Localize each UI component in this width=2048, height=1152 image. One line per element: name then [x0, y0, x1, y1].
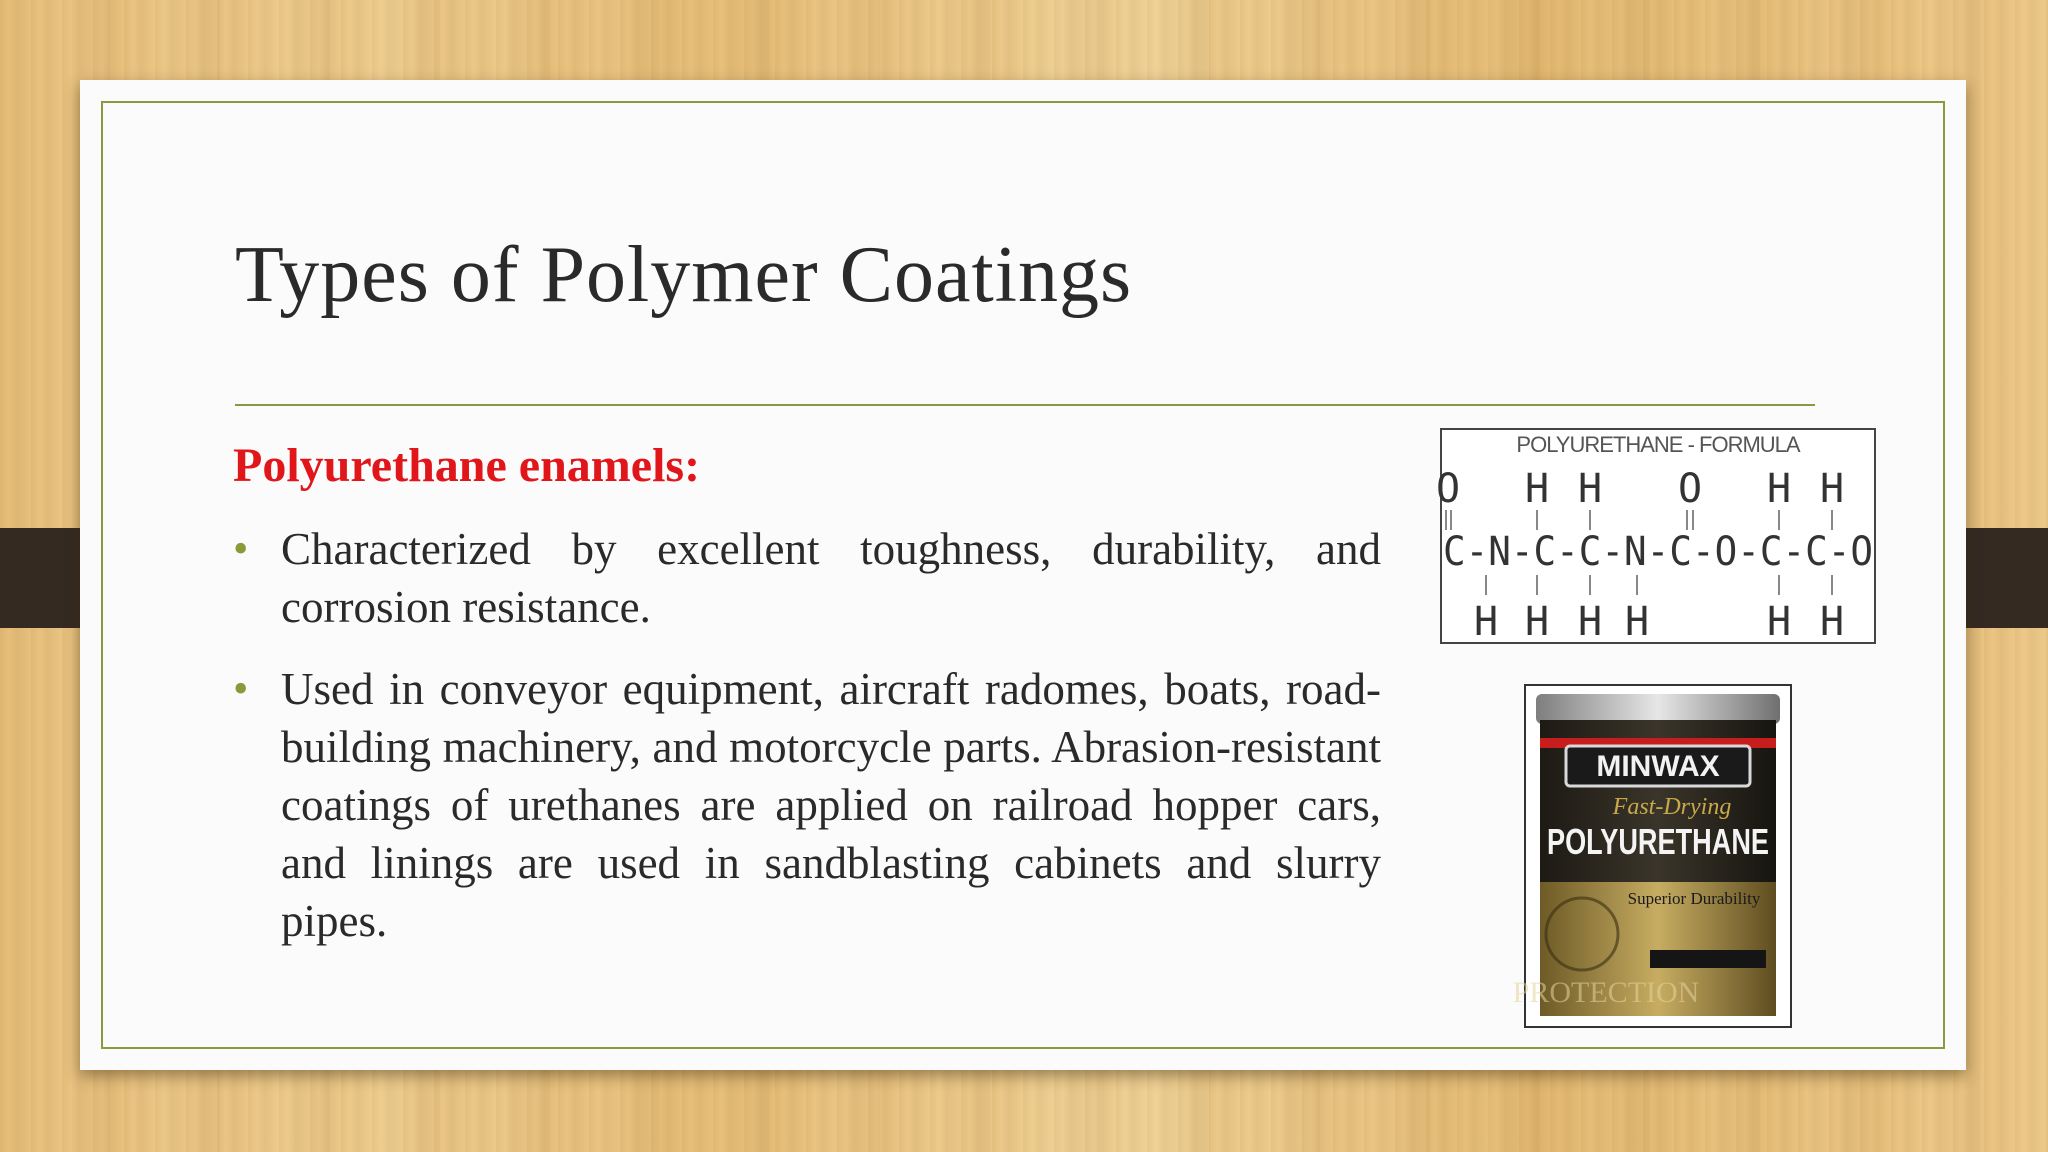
- can-claim: Superior Durability: [1627, 889, 1761, 908]
- bullet-item: [233, 660, 1381, 950]
- section-subheading: Polyurethane enamels:: [233, 439, 701, 492]
- bullet-text: Used in conveyor equipment, aircraft radomes, boats, road-building machinery, and motorcycle parts. Abrasion-resistant coatings of urethanes are applied on railroad hopper cars, and linings are used in sandblasting cabinets and slurry pipes.: [281, 664, 1381, 946]
- formula-bottom-atom: H: [1624, 599, 1650, 645]
- can-brand: MINWAX: [1596, 750, 1720, 783]
- formula-top-atom: H: [1577, 466, 1603, 512]
- polyurethane-formula-image: [1435, 428, 1876, 645]
- can-band-text: PROTECTION: [1512, 976, 1700, 1009]
- formula-bottom-atom: H: [1766, 599, 1792, 645]
- bullet-dot-icon: •: [233, 524, 249, 573]
- formula-top-atom: H: [1819, 466, 1845, 512]
- formula-top-atom: H: [1524, 466, 1550, 512]
- formula-bottom-atom: H: [1524, 599, 1550, 645]
- formula-bottom-atom: H: [1473, 599, 1499, 645]
- product-can-illustration: [1512, 686, 1790, 1026]
- slide: [80, 80, 1966, 1070]
- can-product: POLYURETHANE: [1547, 821, 1769, 862]
- formula-top-atom: H: [1766, 466, 1792, 512]
- formula-image-title: POLYURETHANE - FORMULA: [1516, 432, 1800, 457]
- bullet-list: [233, 520, 1381, 974]
- bullet-text: Characterized by excellent toughness, durability, and corrosion resistance.: [281, 524, 1381, 632]
- formula-bottom-atom: H: [1577, 599, 1603, 645]
- slide-title: Types of Polymer Coatings: [235, 231, 1133, 319]
- minwax-polyurethane-can-image: [1512, 684, 1792, 1028]
- formula-top-atom: O: [1435, 466, 1461, 512]
- formula-main-chain: C-N-C-C-N-C-O-C-C-O: [1443, 529, 1873, 575]
- can-line: Fast-Drying: [1612, 794, 1732, 820]
- formula-diagram: [1435, 430, 1874, 645]
- formula-bottom-atom: H: [1819, 599, 1845, 645]
- title-divider: [235, 404, 1815, 406]
- bullet-item: [233, 520, 1381, 636]
- formula-top-atom: O: [1677, 466, 1703, 512]
- bullet-dot-icon: •: [233, 664, 249, 713]
